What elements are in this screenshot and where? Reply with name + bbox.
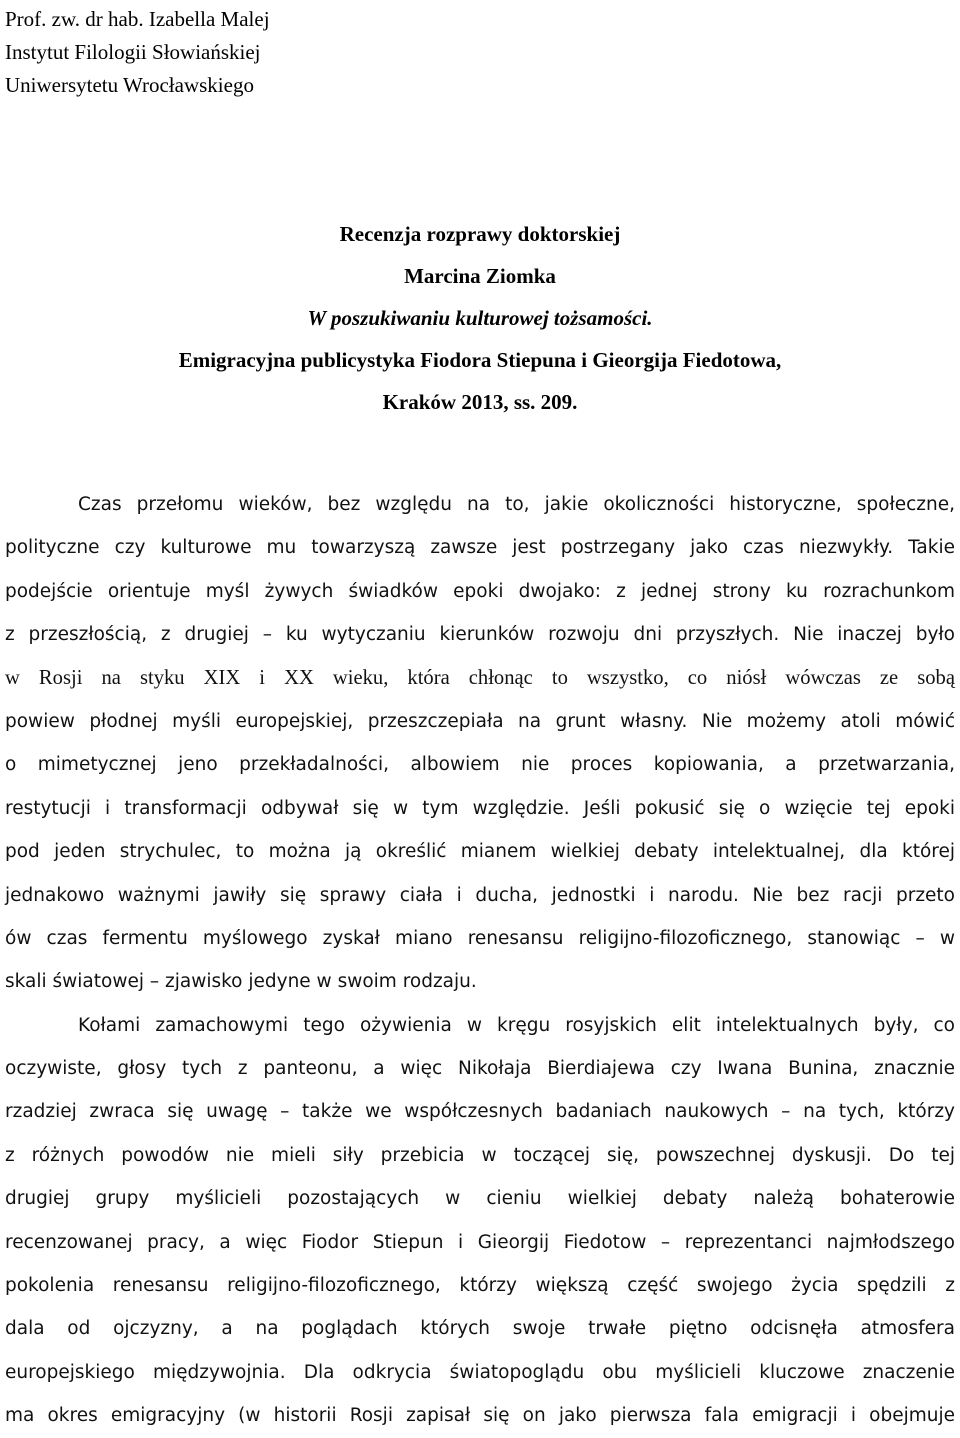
text-line: oczywiste, głosy tych z panteonu, a więc Nikołaja Bierdiajewa czy Iwana Bunina, znacznie bbox=[5, 1058, 955, 1080]
reviewer-name: Prof. zw. dr hab. Izabella Malej bbox=[5, 7, 270, 31]
text-line: podejście orientuje myśl żywych świadków epoki dwojako: z jednej strony ku rozrachunkom bbox=[5, 580, 955, 602]
review-body bbox=[5, 483, 955, 1438]
text-line: europejskiego międzywojnia. Dla odkrycia światopoglądu obu myślicieli kluczowe znaczenie bbox=[5, 1361, 955, 1383]
text-line: pod jeden strychulec, to można ją określić mianem wielkiej debaty intelektualnej, dla której bbox=[5, 841, 955, 863]
text-line: z przeszłością, z drugiej – ku wytyczaniu kierunków rozwoju dni przyszłych. Nie inaczej było bbox=[5, 624, 955, 646]
text-line: ma okres emigracyjny (w historii Rosji zapisał się on jako pierwsza fala emigracji i obejmuje bbox=[5, 1405, 955, 1427]
text-line: Czas przełomu wieków, bez względu na to, jakie okoliczności historyczne, społeczne, bbox=[78, 494, 955, 515]
paragraph-1 bbox=[5, 483, 955, 1004]
reviewer-university: Uniwersytetu Wrocławskiego bbox=[5, 73, 254, 97]
paragraph-2 bbox=[5, 1004, 955, 1438]
text-line: pokolenia renesansu religijno-filozoficznego, którzy większą część swojego życia spędzili z bbox=[5, 1275, 955, 1297]
text-line: powiew płodnej myśli europejskiej, przeszczepiała na grunt własny. Nie możemy atoli mówić bbox=[5, 710, 955, 732]
text-line: dala od ojczyzny, a na poglądach których swoje trwałe piętno odcisnęła atmosfera bbox=[5, 1318, 955, 1340]
review-heading bbox=[0, 213, 960, 423]
text-line: polityczne czy kulturowe mu towarzyszą zawsze jest postrzegany jako czas niezwykły. Takie bbox=[5, 537, 955, 559]
text-line: recenzowanej pracy, a więc Fiodor Stiepun i Gieorgij Fiedotow – reprezentanci najmłodszego bbox=[5, 1231, 955, 1253]
text-line: jednakowo ważnymi jawiły się sprawy ciała i ducha, jednostki i narodu. Nie bez racji przeto bbox=[5, 884, 955, 906]
text-line: Kołami zamachowymi tego ożywienia w kręgu rosyjskich elit intelektualnych były, co bbox=[78, 1014, 955, 1036]
text-line: skali światowej – zjawisko jedyne w swoim rodzaju. bbox=[5, 971, 477, 993]
text-line: rzadziej zwraca się uwagę – także we współczesnych badaniach naukowych – na tych, którzy bbox=[5, 1101, 955, 1123]
thesis-publication: Kraków 2013, ss. 209. bbox=[382, 390, 578, 414]
thesis-subtitle: Emigracyjna publicystyka Fiodora Stiepuna i Gieorgija Fiedotowa, bbox=[178, 348, 782, 372]
text-line: o mimetycznej jeno przekładalności, albowiem nie proces kopiowania, a przetwarzania, bbox=[5, 754, 955, 776]
review-title: Recenzja rozprawy doktorskiej bbox=[339, 222, 621, 246]
text-line: w Rosji na styku XIX i XX wieku, która chłonąc to wszystko, co niósł wówczas ze sobą bbox=[5, 666, 955, 689]
text-line: ów czas fermentu myślowego zyskał miano renesansu religijno-filozoficznego, stanowiąc – w bbox=[5, 927, 955, 949]
text-line: restytucji i transformacji odbywał się w tym względzie. Jeśli pokusić się o wzięcie tej epoki bbox=[5, 797, 955, 819]
author-block bbox=[5, 3, 270, 102]
text-line: drugiej grupy myślicieli pozostających w cieniu wielkiej debaty należą bohaterowie bbox=[5, 1188, 955, 1210]
thesis-author: Marcina Ziomka bbox=[404, 264, 556, 288]
text-line: z różnych powodów nie mieli siły przebicia w toczącej się, powszechnej dyskusji. Do tej bbox=[5, 1144, 955, 1166]
reviewer-institute: Instytut Filologii Słowiańskiej bbox=[5, 40, 261, 64]
thesis-title: W poszukiwaniu kulturowej tożsamości. bbox=[307, 306, 653, 330]
